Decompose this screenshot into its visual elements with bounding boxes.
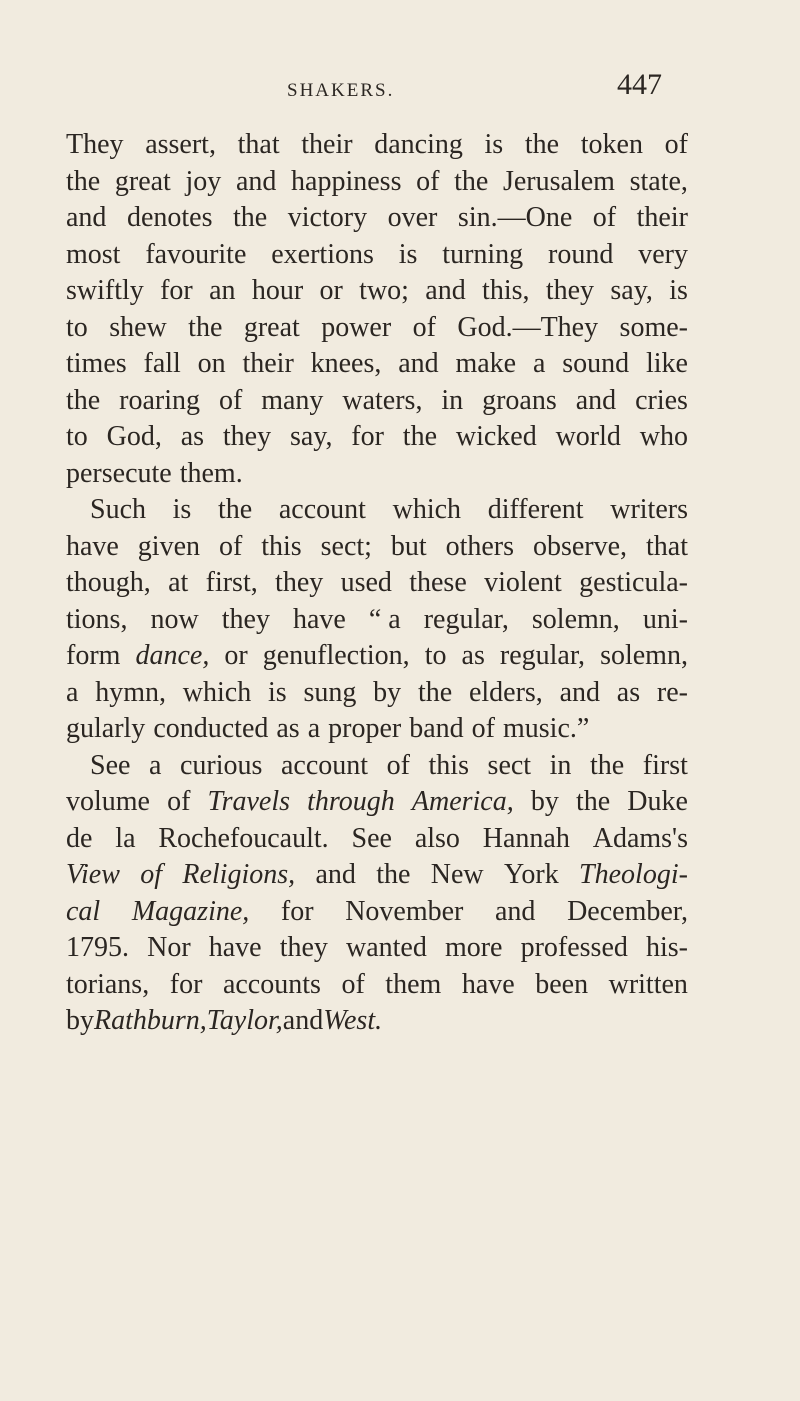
text-line-3: and denotes the victory over sin.—One of their — [66, 202, 688, 233]
text-line-8: the roaring of many waters, in groans and cries — [66, 384, 688, 416]
text-line-14: tions, now they have “ a regular, solemn, uni- — [66, 603, 688, 635]
page-number: 447 — [617, 68, 662, 101]
text-line-16: a hymn, which is sung by the elders, and as re- — [66, 676, 688, 708]
text-line-7: times fall on their knees, and make a sound like — [66, 348, 688, 379]
text-line-15: form dance, or genuflection, to as regular, solemn, — [66, 640, 688, 671]
running-title: SHAKERS. — [287, 80, 395, 101]
text-line-17: gularly conducted as a proper band of music.” — [66, 713, 590, 744]
text-line-12: have given of this sect; but others observe, that — [66, 530, 688, 562]
text-line-25: by Rathburn, Taylor, and West. — [66, 1005, 383, 1036]
text-line-24: torians, for accounts of them have been written — [66, 968, 688, 1000]
text-line-6: to shew the great power of God.—They some- — [66, 311, 688, 343]
text-line-20: de la Rochefoucault. See also Hannah Adams's — [66, 822, 688, 854]
text-line-19: volume of Travels through America, by the Duke — [66, 786, 688, 817]
text-line-22: cal Magazine, for November and December, — [66, 895, 688, 927]
text-line-2: the great joy and happiness of the Jerusalem state, — [66, 165, 688, 197]
text-line-13: though, at first, they used these violent gesticula- — [66, 567, 688, 598]
text-line-21: View of Religions, and the New York Theologi- — [66, 859, 688, 890]
text-line-9: to God, as they say, for the wicked world who — [66, 421, 688, 452]
text-line-11: Such is the account which different writers — [90, 494, 688, 525]
text-line-10: persecute them. — [66, 457, 243, 489]
text-line-23: 1795. Nor have they wanted more professed his- — [66, 932, 688, 963]
body-text — [66, 127, 688, 1040]
text-line-1: They assert, that their dancing is the token of — [66, 129, 688, 160]
text-line-18: See a curious account of this sect in the first — [90, 749, 688, 781]
text-line-5: swiftly for an hour or two; and this, they say, is — [66, 275, 688, 306]
text-line-4: most favourite exertions is turning round very — [66, 238, 688, 270]
